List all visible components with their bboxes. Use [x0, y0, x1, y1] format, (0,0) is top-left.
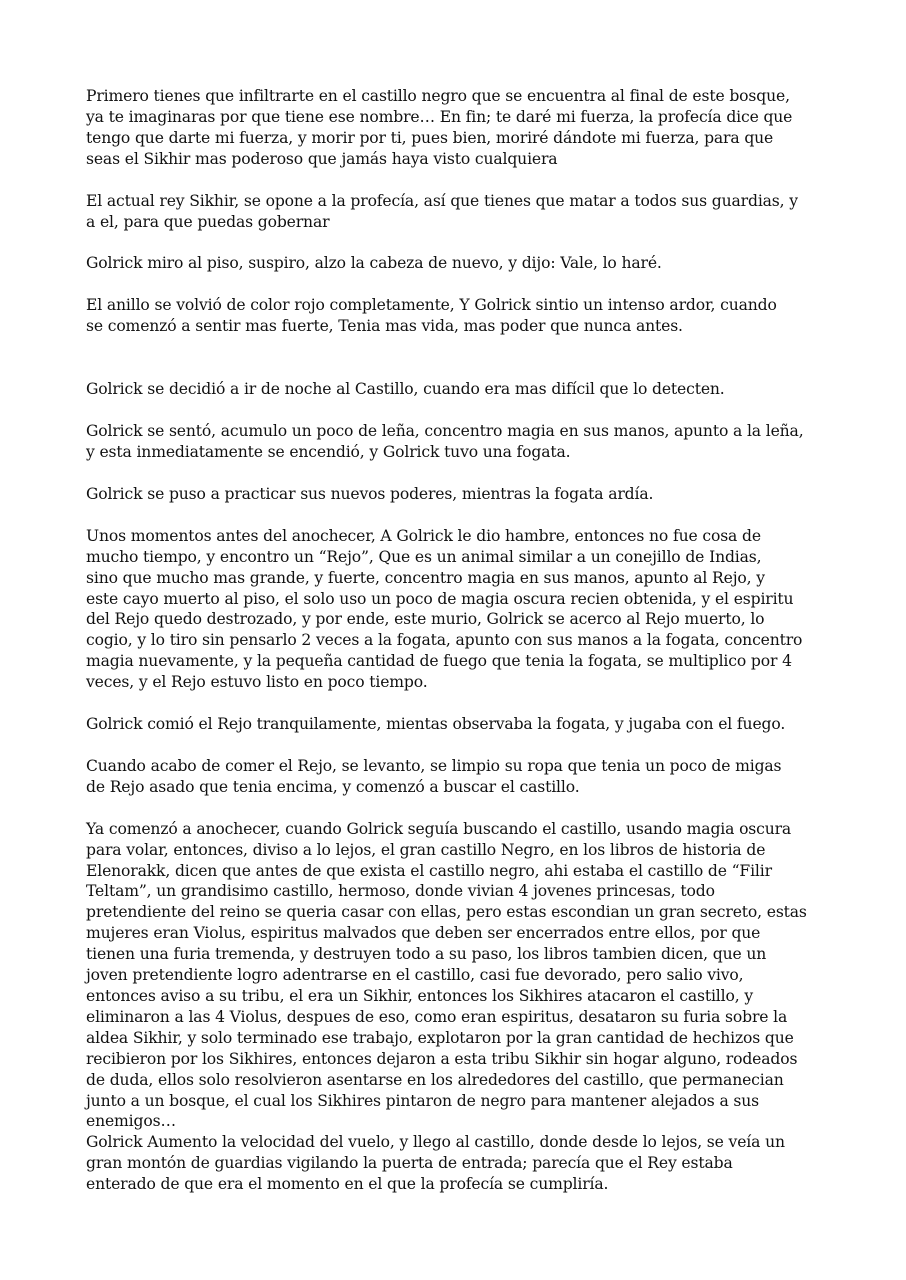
paragraph-eats-rejo: Golrick comió el Rejo tranquilamente, mientas observaba la fogata, y jugaba con el fuego.	[86, 715, 786, 734]
paragraph-golrick-accepts: Golrick miro al piso, suspiro, alzo la cabeza de nuevo, y dijo: Vale, lo haré.	[86, 254, 662, 273]
paragraph-ring-turns-red: El anillo se volvió de color rojo completamente, Y Golrick sintio un intenso ardor, cuando se comenzó a sentir mas fuerte, Tenia mas vida, mas poder que nunca antes.	[86, 296, 777, 336]
paragraph-finishes-eating: Cuando acabo de comer el Rejo, se levanto, se limpio su ropa que tenia un poco de migas de Rejo asado que tenia encima, y comenzó a buscar el castillo.	[86, 756, 782, 796]
paragraph-ring-prophecy: Primero tienes que infiltrarte en el castillo negro que se encuentra al final de este bosque, ya te imaginaras por que tiene ese nombre… En fin; te daré mi fuerza, la profecía dice que tengo que darte mi fuerza, y morir por ti, pues bien, moriré dándote mi fuerza, para que seas el Sikhir mas poderoso que jamás haya visto cualquiera	[86, 87, 793, 168]
paragraph-night-plan: Golrick se decidió a ir de noche al Castillo, cuando era mas difícil que lo detecten.	[86, 380, 725, 399]
document-page	[86, 86, 834, 1195]
paragraph-castle-history: Ya comenzó a anochecer, cuando Golrick seguía buscando el castillo, usando magia oscura para volar, entonces, diviso a lo lejos, el gran castillo Negro, en los libros de historia de Elenorakk, dicen que antes de que exista el castillo negro, ahi estaba el castillo de “Filir Teltam”, un grandisimo castillo, hermoso, donde vivian 4 jovenes princesas, todo pretendiente del reino se queria casar con ellas, pero estas escondian un gran secreto, estas mujeres eran Violus, espiritus malvados que deben ser encerrados entre ellos, por que tienen una furia tremenda, y destruyen todo a su paso, los libros tambien dicen, que un joven pretendiente logro adentrarse en el castillo, casi fue devorado, pero salio vivo, entonces aviso a su tribu, el era un Sikhir, entonces los Sikhires atacaron el castillo, y eliminaron a las 4 Violus, despues de eso, como eran espiritus, desataron su furia sobre la aldea Sikhir, y solo terminado ese trabajo, explotaron por la gran cantidad de hechizos que recibieron por los Sikhires, entonces dejaron a esta tribu Sikhir sin hogar alguno, rodeados de duda, ellos solo resolvieron asentarse en los alrededores del castillo, que permanecian junto a un bosque, el cual los Sikhires pintaron de negro para mantener alejados a sus enemigos…	[86, 819, 807, 1131]
paragraph-king-opposes: El actual rey Sikhir, se opone a la profecía, así que tienes que matar a todos sus guardias, y a el, para que puedas gobernar	[86, 191, 798, 231]
paragraph-campfire: Golrick se sentó, acumulo un poco de leña, concentro magia en sus manos, apunto a la leña, y esta inmediatamente se encendió, y Golrick tuvo una fogata.	[86, 422, 804, 461]
paragraph-arrives-castle: Golrick Aumento la velocidad del vuelo, y llego al castillo, donde desde lo lejos, se veía un gran montón de guardias vigilando la puerta de entrada; parecía que el Rey estaba enterado de que era el momento en el que la profecía se cumpliría.	[86, 1133, 785, 1194]
paragraph-practice: Golrick se puso a practicar sus nuevos poderes, mientras la fogata ardía.	[86, 484, 654, 503]
paragraph-rejo-hunt: Unos momentos antes del anochecer, A Golrick le dio hambre, entonces no fue cosa de mucho tiempo, y encontro un “Rejo”, Que es un animal similar a un conejillo de Indias, sino que mucho mas grande, y fuerte, concentro magia en sus manos, apunto al Rejo, y este cayo muerto al piso, el solo uso un poco de magia oscura recien obtenida, y el espiritu del Rejo quedo destrozado, y por ende, este murio, Golrick se acerco al Rejo muerto, lo cogio, y lo tiro sin pensarlo 2 veces a la fogata, apunto con sus manos a la fogata, concentro magia nuevamente, y la pequeña cantidad de fuego que tenia la fogata, se multiplico por 4 veces, y el Rejo estuvo listo en poco tiempo.	[86, 526, 803, 692]
